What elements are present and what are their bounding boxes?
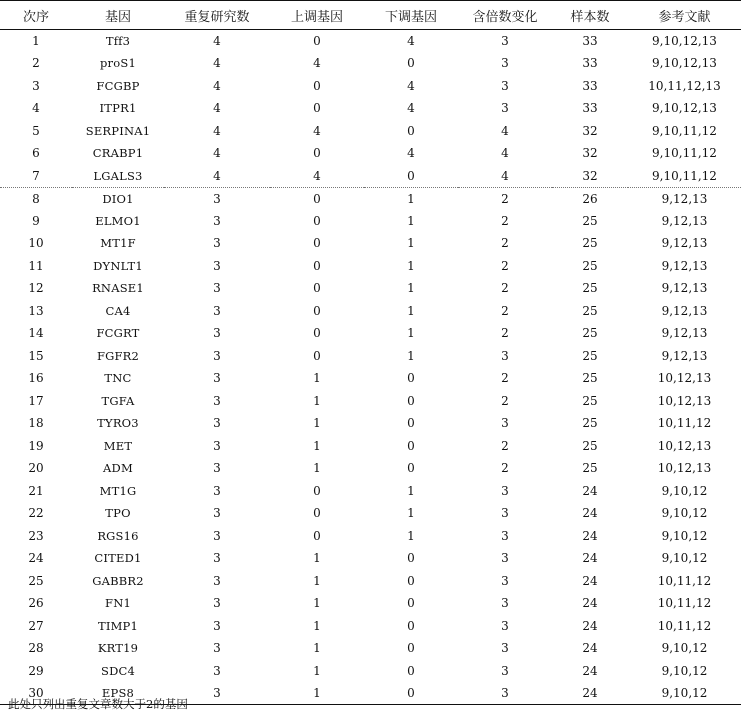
order-cell: 8 xyxy=(32,191,40,206)
upregulated-cell: 0 xyxy=(313,326,321,341)
references-cell: 9,10,11,12 xyxy=(628,165,741,188)
repeat-studies-cell: 3 xyxy=(213,618,221,633)
repeat-studies-cell: 3 xyxy=(213,213,221,228)
gene-cell: SERPINA1 xyxy=(85,123,151,138)
order-cell: 15 xyxy=(28,348,44,363)
gene-cell: MT1G xyxy=(99,483,137,498)
order-cell: 29 xyxy=(28,663,44,678)
table-row xyxy=(0,52,741,75)
order-cell: 27 xyxy=(28,618,44,633)
downregulated-cell: 1 xyxy=(407,303,415,318)
repeat-studies-cell: 3 xyxy=(213,528,221,543)
gene-cell: SDC4 xyxy=(100,663,135,678)
gene-cell: RNASE1 xyxy=(92,281,144,296)
table-row xyxy=(0,187,741,210)
references-cell: 9,10,12 xyxy=(661,506,708,521)
fold-change-cell: 3 xyxy=(501,573,509,588)
upregulated-cell: 0 xyxy=(313,236,321,251)
repeat-studies-cell: 4 xyxy=(213,34,221,48)
downregulated-cell: 1 xyxy=(407,528,415,543)
order-cell: 10 xyxy=(28,236,44,251)
sample-count-cell: 25 xyxy=(582,326,598,341)
references-cell: 9,12,13 xyxy=(661,326,708,341)
order-cell: 18 xyxy=(28,416,44,431)
order-cell: 1 xyxy=(32,34,40,48)
sample-count-cell: 24 xyxy=(582,551,598,566)
table-row xyxy=(0,367,741,390)
fold-change-cell: 4 xyxy=(458,165,552,188)
order-cell: 7 xyxy=(0,165,72,188)
order-cell: 13 xyxy=(28,303,44,318)
table-row xyxy=(0,322,741,345)
upregulated-cell: 1 xyxy=(313,618,321,633)
table-row xyxy=(0,592,741,615)
table-body xyxy=(0,30,741,705)
table-row xyxy=(0,457,741,480)
upregulated-cell: 0 xyxy=(313,506,321,521)
sample-count-cell: 25 xyxy=(582,371,598,386)
sample-count-cell: 32 xyxy=(582,146,598,161)
downregulated-cell: 0 xyxy=(407,663,415,678)
upregulated-cell: 0 xyxy=(313,191,321,206)
gene-cell: ELMO1 xyxy=(95,213,141,228)
fold-change-cell: 3 xyxy=(501,596,509,611)
repeat-studies-cell: 3 xyxy=(213,573,221,588)
upregulated-cell: 4 xyxy=(313,123,321,138)
order-cell: 11 xyxy=(28,258,44,273)
gene-cell: CRABP1 xyxy=(92,146,144,161)
gene-cell: TPO xyxy=(105,506,131,521)
references-cell: 10,12,13 xyxy=(657,461,712,476)
table-row xyxy=(0,547,741,570)
header-fold-change: 含倍数变化 xyxy=(458,1,552,30)
sample-count-cell: 24 xyxy=(582,596,598,611)
repeat-studies-cell: 4 xyxy=(213,56,221,71)
gene-cell: ADM xyxy=(103,461,133,476)
gene-cell: ITPR1 xyxy=(99,101,137,116)
sample-count-cell: 25 xyxy=(582,438,598,453)
table-row xyxy=(0,300,741,323)
upregulated-cell: 0 xyxy=(313,528,321,543)
repeat-studies-cell: 3 xyxy=(164,682,270,705)
gene-cell: GABBR2 xyxy=(92,573,144,588)
references-cell: 10,11,12 xyxy=(657,416,712,431)
header-gene: 基因 xyxy=(72,1,164,30)
references-cell: 10,11,12,13 xyxy=(648,78,721,93)
downregulated-cell: 0 xyxy=(407,596,415,611)
order-cell: 12 xyxy=(28,281,44,296)
sample-count-cell: 25 xyxy=(582,236,598,251)
references-cell: 9,12,13 xyxy=(661,281,708,296)
fold-change-cell: 3 xyxy=(501,618,509,633)
sample-count-cell: 25 xyxy=(582,416,598,431)
references-cell: 9,10,12 xyxy=(661,641,708,656)
gene-cell: EPS8 xyxy=(72,682,164,705)
fold-change-cell: 2 xyxy=(501,303,509,318)
table-row xyxy=(0,120,741,143)
sample-count-cell: 33 xyxy=(582,78,598,93)
table-row xyxy=(0,660,741,683)
fold-change-cell: 2 xyxy=(501,258,509,273)
upregulated-cell: 0 xyxy=(313,34,321,48)
sample-count-cell: 24 xyxy=(582,506,598,521)
table-row xyxy=(0,502,741,525)
sample-count-cell: 32 xyxy=(552,165,628,188)
sample-count-cell: 24 xyxy=(582,641,598,656)
fold-change-cell: 2 xyxy=(501,213,509,228)
fold-change-cell: 3 xyxy=(501,78,509,93)
table-row xyxy=(0,165,741,188)
table-row xyxy=(0,570,741,593)
downregulated-cell: 0 xyxy=(364,165,458,188)
fold-change-cell: 2 xyxy=(501,438,509,453)
gene-cell: proS1 xyxy=(100,56,136,71)
fold-change-cell: 3 xyxy=(501,641,509,656)
header-repeat-studies: 重复研究数 xyxy=(164,1,270,30)
downregulated-cell: 0 xyxy=(407,551,415,566)
order-cell: 26 xyxy=(28,596,44,611)
upregulated-cell: 0 xyxy=(313,213,321,228)
references-cell: 9,12,13 xyxy=(661,236,708,251)
order-cell: 5 xyxy=(32,123,40,138)
upregulated-cell: 1 xyxy=(313,641,321,656)
downregulated-cell: 0 xyxy=(407,393,415,408)
references-cell: 9,10,12 xyxy=(661,551,708,566)
references-cell: 9,12,13 xyxy=(661,348,708,363)
repeat-studies-cell: 4 xyxy=(213,78,221,93)
upregulated-cell: 1 xyxy=(313,371,321,386)
sample-count-cell: 33 xyxy=(582,34,598,48)
repeat-studies-cell: 3 xyxy=(213,348,221,363)
downregulated-cell: 0 xyxy=(407,416,415,431)
references-cell: 10,11,12 xyxy=(657,573,712,588)
sample-count-cell: 25 xyxy=(582,303,598,318)
upregulated-cell: 1 xyxy=(313,573,321,588)
gene-cell: FCGRT xyxy=(96,326,140,341)
upregulated-cell: 0 xyxy=(313,258,321,273)
downregulated-cell: 1 xyxy=(407,236,415,251)
sample-count-cell: 33 xyxy=(582,101,598,116)
header-downregulated: 下调基因 xyxy=(364,1,458,30)
order-cell: 4 xyxy=(32,101,40,116)
references-cell: 10,11,12 xyxy=(657,618,712,633)
sample-count-cell: 25 xyxy=(582,393,598,408)
repeat-studies-cell: 3 xyxy=(213,326,221,341)
table-row xyxy=(0,412,741,435)
sample-count-cell: 25 xyxy=(582,258,598,273)
fold-change-cell: 3 xyxy=(501,483,509,498)
gene-cell: CITED1 xyxy=(94,551,142,566)
table-row xyxy=(0,142,741,165)
fold-change-cell: 2 xyxy=(501,281,509,296)
repeat-studies-cell: 3 xyxy=(213,551,221,566)
fold-change-cell: 2 xyxy=(501,191,509,206)
table-row xyxy=(0,435,741,458)
downregulated-cell: 0 xyxy=(407,641,415,656)
fold-change-cell: 3 xyxy=(501,348,509,363)
gene-cell: LGALS3 xyxy=(72,165,164,188)
references-cell: 9,10,12 xyxy=(661,663,708,678)
table-row xyxy=(0,345,741,368)
gene-cell: FN1 xyxy=(105,596,131,611)
gene-cell: CA4 xyxy=(105,303,131,318)
sample-count-cell: 32 xyxy=(582,123,598,138)
upregulated-cell: 0 xyxy=(313,281,321,296)
references-cell: 10,11,12 xyxy=(657,596,712,611)
table-row xyxy=(0,637,741,660)
order-cell: 22 xyxy=(28,506,44,521)
upregulated-cell: 1 xyxy=(313,393,321,408)
table-row xyxy=(0,277,741,300)
downregulated-cell: 1 xyxy=(407,258,415,273)
repeat-studies-cell: 4 xyxy=(213,123,221,138)
fold-change-cell: 2 xyxy=(501,326,509,341)
downregulated-cell: 4 xyxy=(407,78,415,93)
sample-count-cell: 33 xyxy=(582,56,598,71)
order-cell: 2 xyxy=(32,56,40,71)
fold-change-cell: 2 xyxy=(501,236,509,251)
downregulated-cell: 4 xyxy=(407,101,415,116)
repeat-studies-cell: 3 xyxy=(213,236,221,251)
upregulated-cell: 1 xyxy=(313,551,321,566)
downregulated-cell: 0 xyxy=(407,461,415,476)
references-cell: 9,12,13 xyxy=(661,191,708,206)
repeat-studies-cell: 3 xyxy=(213,416,221,431)
table-row xyxy=(0,390,741,413)
references-cell: 9,10,11,12 xyxy=(652,123,717,138)
order-cell: 30 xyxy=(0,682,72,705)
fold-change-cell: 3 xyxy=(501,551,509,566)
references-cell: 10,12,13 xyxy=(657,438,712,453)
header-upregulated: 上调基因 xyxy=(270,1,364,30)
upregulated-cell: 1 xyxy=(313,461,321,476)
gene-cell: DYNLT1 xyxy=(93,258,143,273)
table-row xyxy=(0,480,741,503)
references-cell: 10,12,13 xyxy=(657,371,712,386)
repeat-studies-cell: 3 xyxy=(213,483,221,498)
references-cell: 9,10,12,13 xyxy=(652,101,717,116)
references-cell: 9,10,12 xyxy=(661,528,708,543)
repeat-studies-cell: 4 xyxy=(213,101,221,116)
order-cell: 25 xyxy=(28,573,44,588)
downregulated-cell: 4 xyxy=(407,146,415,161)
repeat-studies-cell: 3 xyxy=(213,461,221,476)
repeat-studies-cell: 3 xyxy=(213,258,221,273)
order-cell: 14 xyxy=(28,326,44,341)
order-cell: 21 xyxy=(28,483,44,498)
sample-count-cell: 26 xyxy=(582,191,598,206)
gene-cell: DIO1 xyxy=(102,191,134,206)
table-row xyxy=(0,210,741,233)
table-row xyxy=(0,30,741,53)
table-footnote: 此处只列出重复文章数大于2的基因 xyxy=(8,697,188,711)
fold-change-cell: 4 xyxy=(501,146,509,161)
references-cell: 9,12,13 xyxy=(661,303,708,318)
sample-count-cell: 24 xyxy=(582,573,598,588)
gene-cell: TNC xyxy=(104,371,132,386)
order-cell: 6 xyxy=(32,146,40,161)
downregulated-cell: 0 xyxy=(407,618,415,633)
upregulated-cell: 0 xyxy=(313,483,321,498)
repeat-studies-cell: 4 xyxy=(213,146,221,161)
table-row xyxy=(0,615,741,638)
order-cell: 20 xyxy=(28,461,44,476)
upregulated-cell: 0 xyxy=(313,78,321,93)
upregulated-cell: 0 xyxy=(313,146,321,161)
references-cell: 9,10,12 xyxy=(628,682,741,705)
downregulated-cell: 0 xyxy=(407,573,415,588)
fold-change-cell: 3 xyxy=(501,34,509,48)
table-header-row xyxy=(0,1,741,30)
upregulated-cell: 1 xyxy=(313,663,321,678)
sample-count-cell: 24 xyxy=(582,528,598,543)
repeat-studies-cell: 3 xyxy=(213,303,221,318)
sample-count-cell: 24 xyxy=(582,618,598,633)
downregulated-cell: 0 xyxy=(407,56,415,71)
gene-cell: TGFA xyxy=(101,393,135,408)
sample-count-cell: 25 xyxy=(582,213,598,228)
gene-cell: FCGBP xyxy=(96,78,140,93)
sample-count-cell: 24 xyxy=(582,663,598,678)
gene-cell: Tff3 xyxy=(105,34,131,48)
repeat-studies-cell: 3 xyxy=(213,371,221,386)
gene-cell: MT1F xyxy=(100,236,136,251)
upregulated-cell: 4 xyxy=(313,56,321,71)
upregulated-cell: 1 xyxy=(313,438,321,453)
repeat-studies-cell: 3 xyxy=(213,506,221,521)
fold-change-cell: 3 xyxy=(458,682,552,705)
sample-count-cell: 24 xyxy=(552,682,628,705)
header-order: 次序 xyxy=(0,1,72,30)
table-row xyxy=(0,232,741,255)
downregulated-cell: 1 xyxy=(407,191,415,206)
order-cell: 17 xyxy=(28,393,44,408)
references-cell: 9,10,11,12 xyxy=(652,146,717,161)
references-cell: 10,12,13 xyxy=(657,393,712,408)
fold-change-cell: 3 xyxy=(501,416,509,431)
sample-count-cell: 24 xyxy=(582,483,598,498)
header-sample-count: 样本数 xyxy=(552,1,628,30)
order-cell: 16 xyxy=(28,371,44,386)
upregulated-cell: 1 xyxy=(313,416,321,431)
repeat-studies-cell: 3 xyxy=(213,596,221,611)
fold-change-cell: 2 xyxy=(501,461,509,476)
repeat-studies-cell: 3 xyxy=(213,191,221,206)
gene-cell: TIMP1 xyxy=(97,618,139,633)
upregulated-cell: 0 xyxy=(313,303,321,318)
gene-cell: FGFR2 xyxy=(96,348,140,363)
fold-change-cell: 2 xyxy=(501,371,509,386)
downregulated-cell: 1 xyxy=(407,213,415,228)
table-row xyxy=(0,97,741,120)
downregulated-cell: 0 xyxy=(407,371,415,386)
downregulated-cell: 1 xyxy=(407,483,415,498)
downregulated-cell: 4 xyxy=(407,34,415,48)
upregulated-cell: 1 xyxy=(313,596,321,611)
gene-cell: TYRO3 xyxy=(97,416,139,431)
repeat-studies-cell: 3 xyxy=(213,393,221,408)
references-cell: 9,10,12,13 xyxy=(652,34,717,48)
fold-change-cell: 3 xyxy=(501,528,509,543)
header-references: 参考文献 xyxy=(628,1,741,30)
order-cell: 24 xyxy=(28,551,44,566)
upregulated-cell: 4 xyxy=(270,165,364,188)
fold-change-cell: 2 xyxy=(501,393,509,408)
repeat-studies-cell: 3 xyxy=(213,281,221,296)
upregulated-cell: 1 xyxy=(270,682,364,705)
repeat-studies-cell: 3 xyxy=(213,438,221,453)
order-cell: 3 xyxy=(32,78,40,93)
gene-cell: MET xyxy=(103,438,133,453)
references-cell: 9,12,13 xyxy=(661,258,708,273)
downregulated-cell: 1 xyxy=(407,506,415,521)
downregulated-cell: 1 xyxy=(407,281,415,296)
table-row xyxy=(0,75,741,98)
fold-change-cell: 3 xyxy=(501,506,509,521)
order-cell: 28 xyxy=(28,641,44,656)
downregulated-cell: 0 xyxy=(407,438,415,453)
fold-change-cell: 3 xyxy=(501,663,509,678)
upregulated-cell: 0 xyxy=(313,348,321,363)
order-cell: 9 xyxy=(32,213,40,228)
repeat-studies-cell: 3 xyxy=(213,641,221,656)
references-cell: 9,10,12 xyxy=(661,483,708,498)
upregulated-cell: 0 xyxy=(313,101,321,116)
fold-change-cell: 3 xyxy=(501,101,509,116)
sample-count-cell: 25 xyxy=(582,461,598,476)
repeat-studies-cell: 4 xyxy=(164,165,270,188)
order-cell: 19 xyxy=(28,438,44,453)
gene-cell: RGS16 xyxy=(97,528,139,543)
references-cell: 9,12,13 xyxy=(661,213,708,228)
downregulated-cell: 0 xyxy=(364,682,458,705)
repeat-studies-cell: 3 xyxy=(213,663,221,678)
order-cell: 23 xyxy=(28,528,44,543)
table-row xyxy=(0,255,741,278)
references-cell: 9,10,12,13 xyxy=(652,56,717,71)
downregulated-cell: 1 xyxy=(407,326,415,341)
sample-count-cell: 25 xyxy=(582,281,598,296)
sample-count-cell: 25 xyxy=(582,348,598,363)
downregulated-cell: 1 xyxy=(407,348,415,363)
fold-change-cell: 4 xyxy=(501,123,509,138)
gene-cell: KRT19 xyxy=(97,641,139,656)
table-row xyxy=(0,525,741,548)
downregulated-cell: 0 xyxy=(407,123,415,138)
fold-change-cell: 3 xyxy=(501,56,509,71)
